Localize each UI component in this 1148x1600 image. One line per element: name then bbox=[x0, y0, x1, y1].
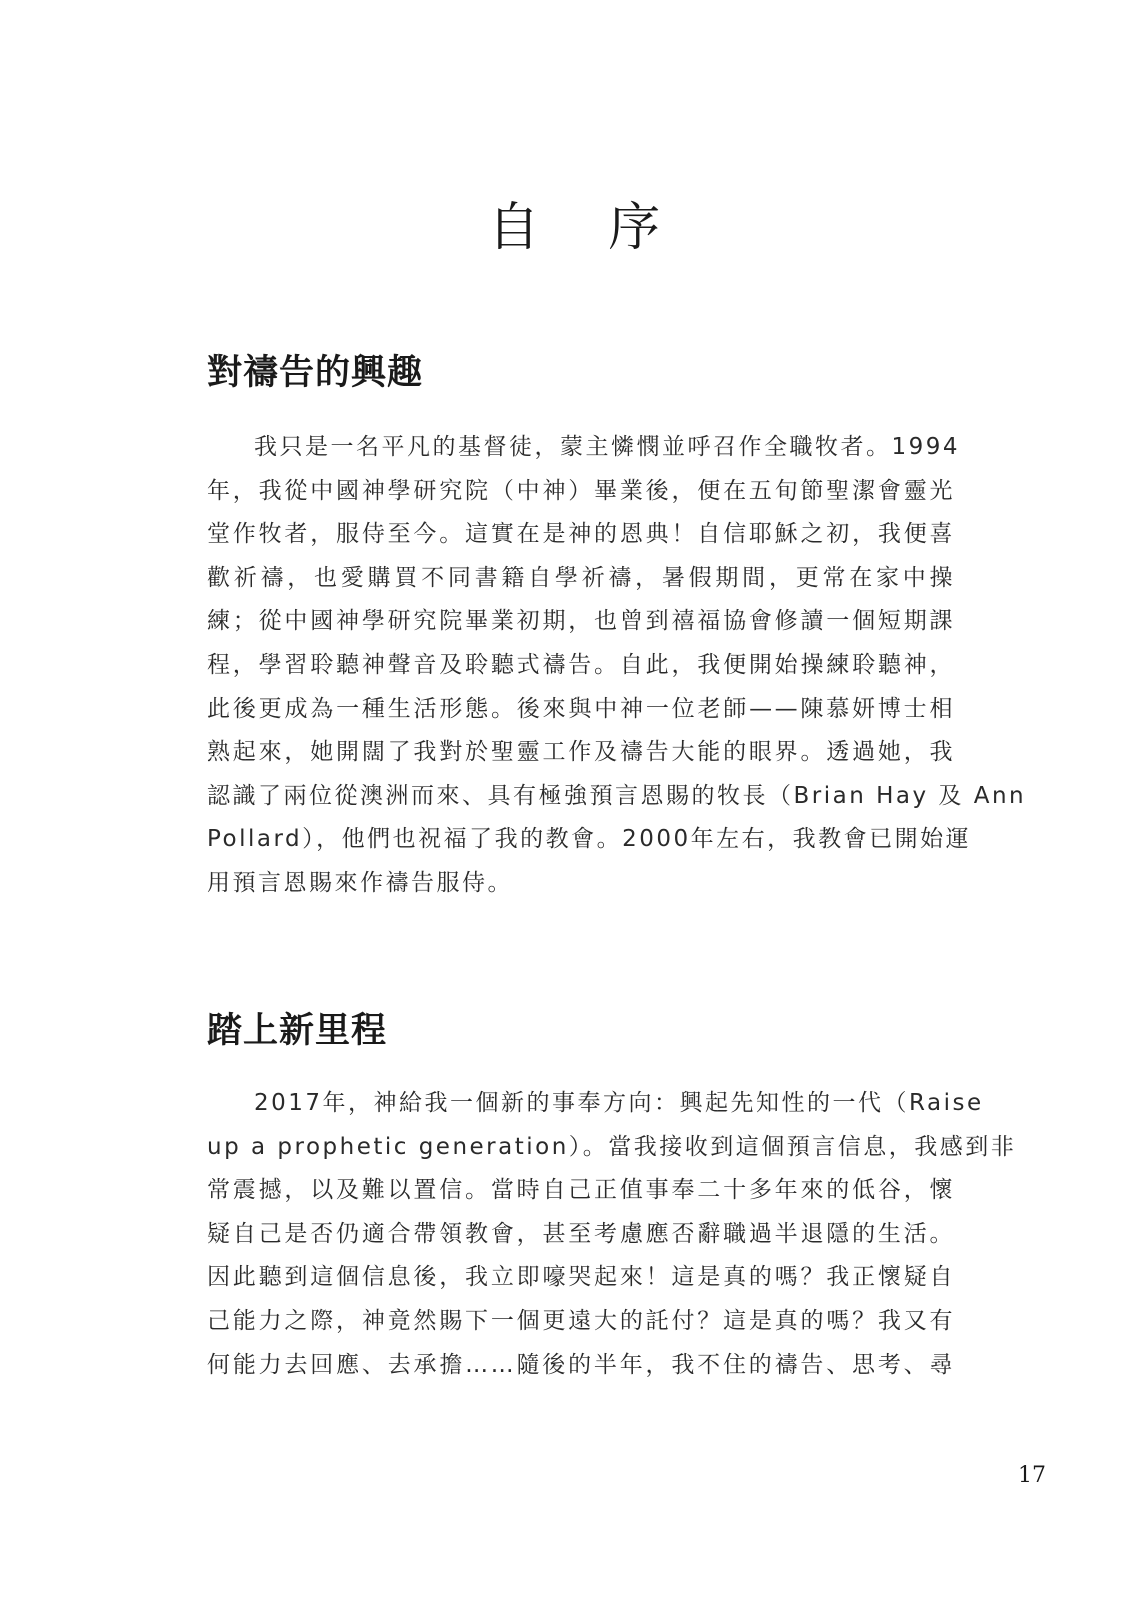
page-title: 自 序 bbox=[487, 198, 687, 258]
page-number: 17 bbox=[1018, 1463, 1046, 1488]
paragraph-line: 歡祈禱，也愛購買不同書籍自學祈禱，暑假期間，更常在家中操 bbox=[207, 564, 955, 591]
paragraph-line: 疑自己是否仍適合帶領教會，甚至考慮應否辭職過半退隱的生活。 bbox=[207, 1220, 955, 1247]
paragraph-line: 此後更成為一種生活形態。後來與中神一位老師——陳慕妍博士相 bbox=[207, 695, 955, 722]
paragraph-line: 熟起來，她開闊了我對於聖靈工作及禱告大能的眼界。透過她，我 bbox=[207, 739, 955, 766]
section-body-prayer-interest bbox=[207, 426, 1027, 906]
section-body-new-journey bbox=[207, 1082, 1017, 1387]
section-heading-new-journey: 踏上新里程 bbox=[207, 1011, 388, 1051]
paragraph-line: 認識了兩位從澳洲而來、具有極強預言恩賜的牧長（Brian Hay 及 Ann bbox=[207, 782, 1027, 809]
paragraph-line: Pollard），他們也祝福了我的教會。2000年左右，我教會已開始運 bbox=[207, 826, 972, 853]
paragraph-line: 用預言恩賜來作禱告服侍。 bbox=[207, 869, 513, 896]
paragraph-line: up a prophetic generation）。當我接收到這個預言信息，我感到非 bbox=[207, 1133, 1017, 1160]
paragraph-line: 2017年，神給我一個新的事奉方向：興起先知性的一代（Raise bbox=[254, 1090, 984, 1116]
paragraph-line: 常震撼，以及難以置信。當時自己正值事奉二十多年來的低谷，懷 bbox=[207, 1177, 955, 1204]
paragraph-line: 何能力去回應、去承擔……隨後的半年，我不住的禱告、思考、尋 bbox=[207, 1351, 955, 1378]
paragraph-line: 我只是一名平凡的基督徒，蒙主憐憫並呼召作全職牧者。1994 bbox=[254, 434, 961, 460]
paragraph-line: 年，我從中國神學研究院（中神）畢業後，便在五旬節聖潔會靈光 bbox=[207, 477, 955, 504]
paragraph-line: 練；從中國神學研究院畢業初期，也曾到禧福協會修讀一個短期課 bbox=[207, 608, 955, 635]
paragraph-line: 堂作牧者，服侍至今。這實在是神的恩典！自信耶穌之初，我便喜 bbox=[207, 521, 955, 548]
paragraph-line: 己能力之際，神竟然賜下一個更遠大的託付？這是真的嗎？我又有 bbox=[207, 1307, 955, 1334]
paragraph-line: 程，學習聆聽神聲音及聆聽式禱告。自此，我便開始操練聆聽神， bbox=[207, 651, 955, 678]
paragraph-line: 因此聽到這個信息後，我立即嚎哭起來！這是真的嗎？我正懷疑自 bbox=[207, 1264, 955, 1291]
section-heading-prayer-interest: 對禱告的興趣 bbox=[207, 353, 424, 393]
